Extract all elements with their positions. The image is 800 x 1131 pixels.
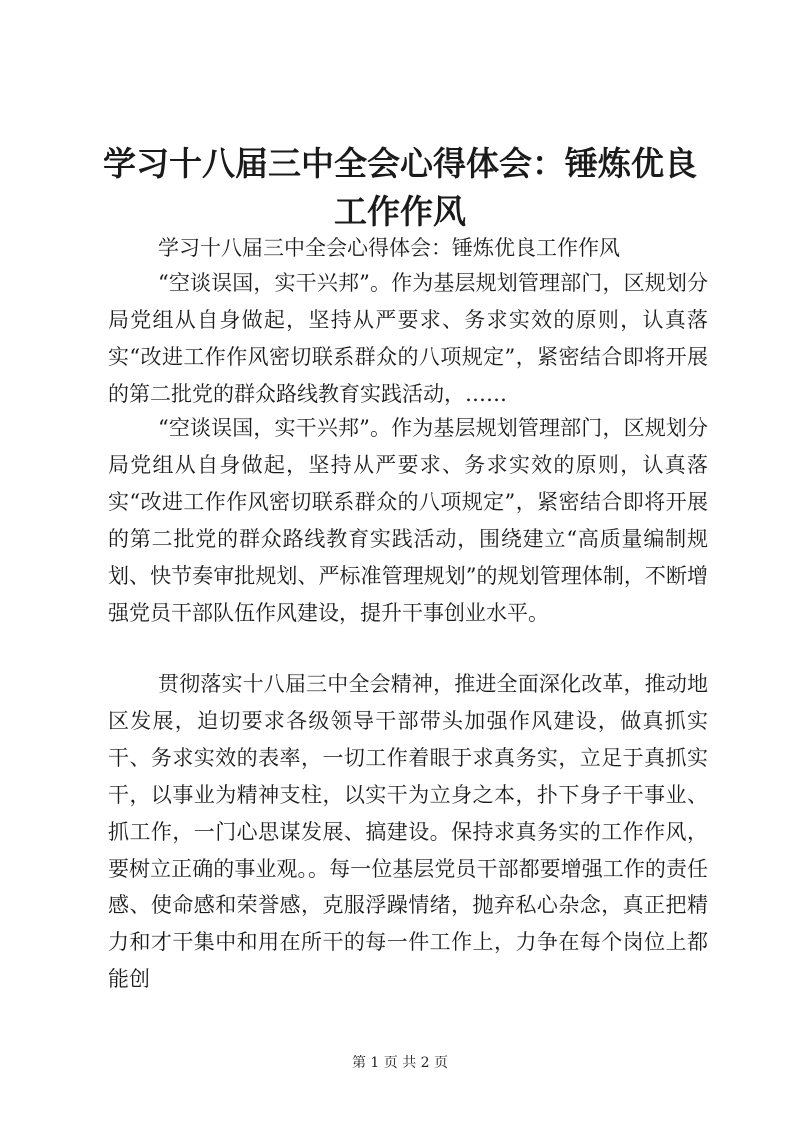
paragraph-2: “空谈误国，实干兴邦”。作为基层规划管理部门，区规划分局党组从自身做起，坚持从严要求、务求实效的原则，认真落实“改进工作作风密切联系群众的八项规定”，紧密结合即将开展的第二批党的群众路线教育实践活动，围绕建立“高质量编制规划、快节奏审批规划、严标准管理规划”的规划管理体制，不断增强党员干部队伍作风建设，提升干事创业水平。 [108, 416, 708, 625]
paragraph-1: “空谈误国，实干兴邦”。作为基层规划管理部门，区规划分局党组从自身做起，坚持从严要求、务求实效的原则，认真落实“改进工作作风密切联系群众的八项规定”，紧密结合即将开展的第二批党的群众路线教育实践活动，…… [108, 271, 708, 406]
page-footer: 第 1 页 共 2 页 [351, 1055, 449, 1071]
document-subtitle: 学习十八届三中全会心得体会：锤炼优良工作作风 [158, 236, 620, 260]
document-title: 学习十八届三中全会心得体会：锤炼优良工作作风 [103, 144, 697, 231]
paragraph-3: 贯彻落实十八届三中全会精神，推进全面深化改革，推动地区发展，迫切要求各级领导干部带头加强作风建设，做真抓实干、务求实效的表率，一切工作着眼于求真务实，立足于真抓实干，以事业为精神支柱，以实干为立身之本，扑下身子干事业、抓工作，一门心思谋发展、搞建设。保持求真务实的工作作风，要树立正确的事业观。。每一位基层党员干部都要增强工作的责任感、使命感和荣誉感，克服浮躁情绪，抛弃私心杂念，真正把精力和才干集中和用在所干的每一件工作上，力争在每个岗位上都能创 [108, 672, 708, 992]
